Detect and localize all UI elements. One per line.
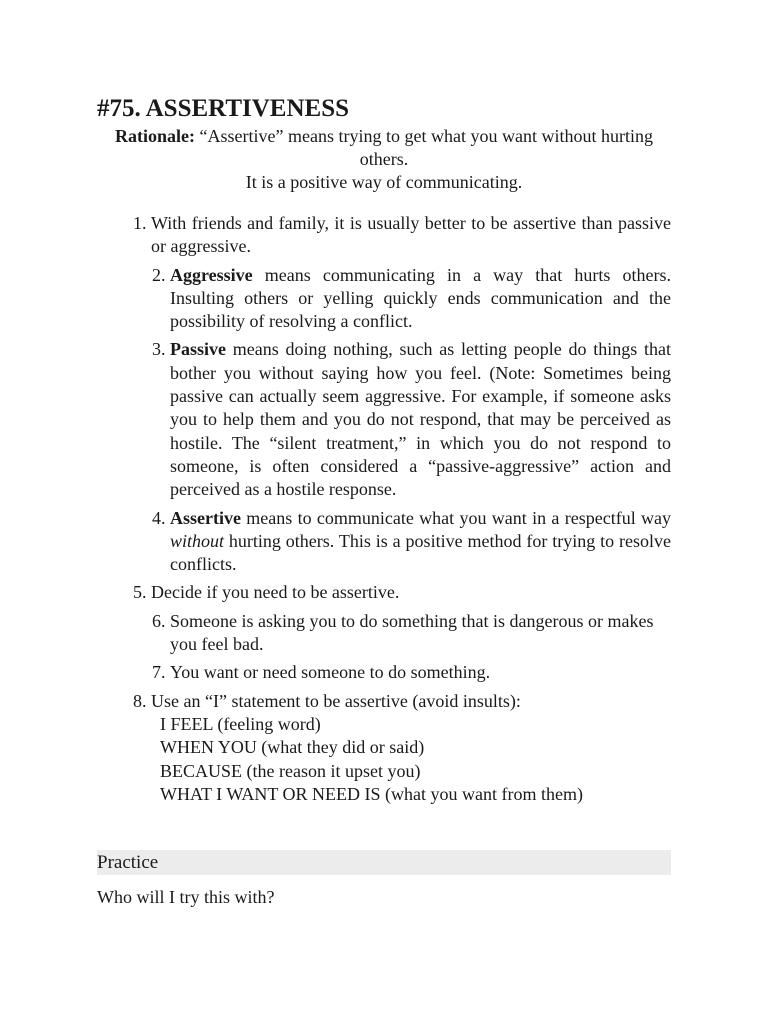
list-item-1 bbox=[97, 212, 671, 259]
list-item-8 bbox=[97, 690, 671, 713]
list-item-number: 4. bbox=[152, 507, 166, 528]
practice-question: Who will I try this with? bbox=[97, 887, 275, 907]
practice-heading bbox=[97, 850, 671, 875]
document-page bbox=[97, 94, 671, 806]
practice-heading-label: Practice bbox=[97, 852, 159, 873]
list-item-7 bbox=[97, 661, 671, 684]
rationale-label: Rationale: bbox=[115, 126, 196, 146]
list-item-number: 3. bbox=[152, 339, 166, 360]
term-aggressive: Aggressive bbox=[170, 264, 253, 285]
list-item-text: Passive means doing nothing, such as letting people do things that bother you without saying how you feel. (Note: Sometimes being passive can actually seem aggressive. For example, if someone asks you to help them and you do not respond, that may be perceived as hostile. The “silent treatment,” in which you do not respond to someone, is often considered a “passive-aggressive” action and perceived as a hostile response. bbox=[170, 339, 671, 500]
list-item-number: 7. bbox=[152, 662, 166, 683]
list-item-number: 5. bbox=[133, 582, 147, 603]
list-item-text: With friends and family, it is usually better to be assertive than passive or aggressive. bbox=[151, 213, 671, 257]
term-assertive: Assertive bbox=[170, 507, 241, 528]
list-item-text: Assertive means to communicate what you want in a respectful way without hurting others. This is a positive method for trying to resolve conflicts. bbox=[170, 507, 671, 575]
i-statement-line: WHEN YOU (what they did or said) bbox=[160, 737, 425, 758]
list-item-number: 2. bbox=[152, 264, 166, 285]
list-item-number: 8. bbox=[133, 690, 147, 711]
i-statement-line: WHAT I WANT OR NEED IS (what you want from them) bbox=[160, 783, 583, 804]
list-item-6 bbox=[97, 610, 671, 657]
i-statement-line: BECAUSE (the reason it upset you) bbox=[160, 760, 421, 781]
list-item-4 bbox=[97, 507, 671, 577]
i-statement-template bbox=[160, 713, 671, 806]
term-passive: Passive bbox=[170, 339, 226, 360]
instruction-list bbox=[97, 212, 671, 806]
emphasis-without: without bbox=[170, 530, 225, 551]
list-item-text: Decide if you need to be assertive. bbox=[151, 582, 400, 603]
rationale-line-1: “Assertive” means trying to get what you want without hurting others. bbox=[199, 126, 653, 169]
list-item-number: 1. bbox=[133, 213, 147, 233]
list-item-text: Someone is asking you to do something that is dangerous or makes you feel bad. bbox=[170, 610, 654, 655]
rationale-line-2: It is a positive way of communicating. bbox=[245, 172, 523, 192]
i-statement-line: I FEEL (feeling word) bbox=[160, 713, 321, 734]
page-title: #75. ASSERTIVENESS bbox=[97, 95, 350, 122]
list-item-number: 6. bbox=[152, 610, 166, 631]
list-item-2 bbox=[97, 264, 671, 334]
list-item-text: Aggressive means communicating in a way that hurts others. Insulting others or yelling quickly ends communication and the possibility of resolving a conflict. bbox=[170, 264, 671, 332]
list-item-text: Use an “I” statement to be assertive (avoid insults): bbox=[151, 690, 521, 711]
list-item-3 bbox=[97, 338, 671, 501]
rationale bbox=[97, 125, 671, 194]
list-item-text: You want or need someone to do something. bbox=[170, 662, 491, 683]
list-item-5 bbox=[97, 581, 671, 604]
